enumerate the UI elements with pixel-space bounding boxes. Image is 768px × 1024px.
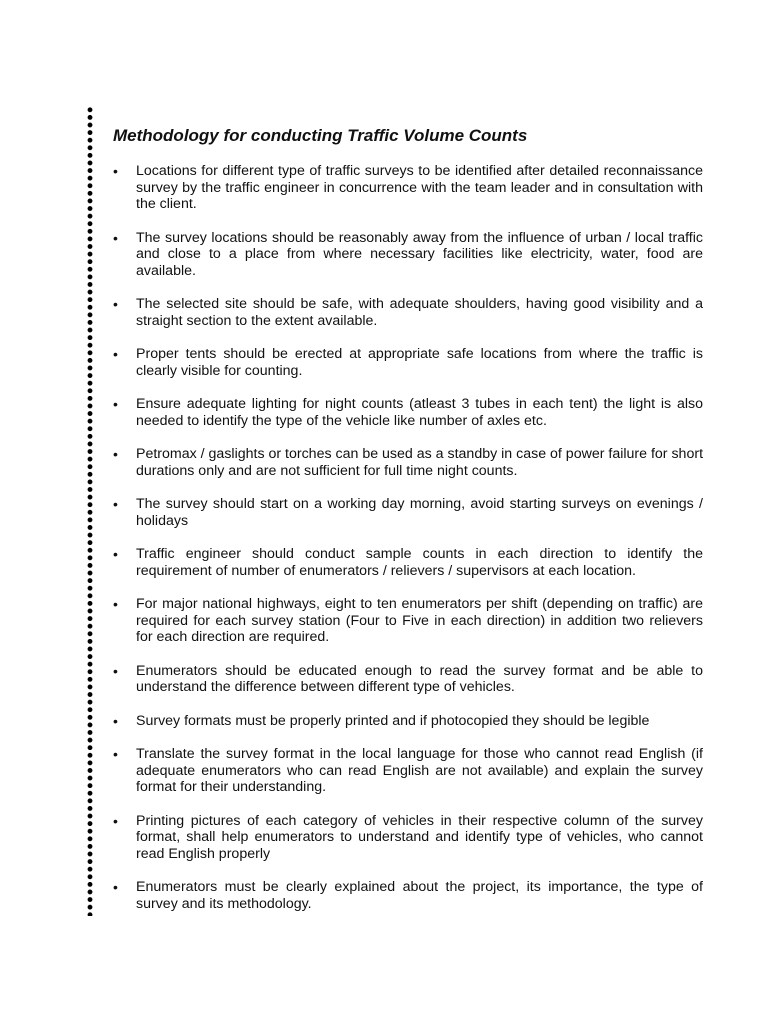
list-item-text: Petromax / gaslights or torches can be used as a standby in case of power failure for short durations only and are not sufficient for full time night counts. xyxy=(136,446,704,479)
list-item-text: Translate the survey format in the local language for those who cannot read English (if adequate enumerators who can read English are not available) and explain the survey format for their understanding. xyxy=(136,746,703,796)
list-item xyxy=(113,163,703,213)
bullet-icon: • xyxy=(113,496,118,513)
bullet-icon: • xyxy=(113,296,118,313)
list-item xyxy=(113,230,703,280)
list-item-text: Printing pictures of each category of vehicles in their respective column of the survey format, shall help enumerators to understand and identify type of vehicles, who cannot read English properly xyxy=(136,812,703,862)
list-item xyxy=(113,446,703,479)
list-item xyxy=(113,813,703,863)
list-item xyxy=(113,663,703,696)
bullet-icon: • xyxy=(113,596,118,613)
list-item xyxy=(113,496,703,529)
list-item xyxy=(113,879,703,912)
list-item-text: Ensure adequate lighting for night counts (atleast 3 tubes in each tent) the light is also needed to identify the type of the vehicle like number of axles etc. xyxy=(136,396,703,429)
bullet-icon: • xyxy=(113,812,118,829)
bullet-icon: • xyxy=(113,546,118,563)
page-title: Methodology for conducting Traffic Volume Counts xyxy=(113,126,528,145)
list-item xyxy=(113,713,703,730)
bullet-icon: • xyxy=(113,746,118,763)
list-item-text: Survey formats must be properly printed and if photocopied they should be legible xyxy=(136,712,650,729)
list-item xyxy=(113,296,703,329)
list-item xyxy=(113,346,703,379)
list-item-text: Proper tents should be erected at appropriate safe locations from where the traffic is clearly visible for counting. xyxy=(136,346,703,379)
list-item-text: The survey should start on a working day morning, avoid starting surveys on evenings / holidays xyxy=(136,496,703,529)
list-item xyxy=(113,596,703,646)
list-item-text: For major national highways, eight to ten enumerators per shift (depending on traffic) are required for each survey station (Four to Five in each direction) in addition two relievers for each direction are required. xyxy=(136,596,703,646)
list-item xyxy=(113,746,703,796)
list-item-text: The survey locations should be reasonably away from the influence of urban / local traffic and close to a place from where necessary facilities like electricity, water, food are available. xyxy=(136,229,703,279)
list-item xyxy=(113,546,703,579)
bullet-list xyxy=(113,163,703,929)
bullet-icon: • xyxy=(113,879,118,896)
bullet-icon: • xyxy=(113,346,118,363)
list-item xyxy=(113,396,703,429)
bullet-icon: • xyxy=(113,396,118,413)
bullet-icon: • xyxy=(113,712,118,729)
list-item-text: Locations for different type of traffic surveys to be identified after detailed reconnaissance survey by the traffic engineer in concurrence with the team leader and in consultation with the client. xyxy=(136,163,703,213)
dotted-margin-border xyxy=(87,106,93,916)
bullet-icon: • xyxy=(113,446,118,463)
bullet-icon: • xyxy=(113,229,118,246)
list-item-text: Enumerators should be educated enough to read the survey format and be able to understand the difference between different type of vehicles. xyxy=(136,662,703,696)
bullet-icon: • xyxy=(113,662,118,679)
bullet-icon: • xyxy=(113,163,118,179)
list-item-text: Traffic engineer should conduct sample counts in each direction to identify the requirement of number of enumerators / relievers / supervisors at each location. xyxy=(136,546,703,579)
list-item-text: The selected site should be safe, with adequate shoulders, having good visibility and a straight section to the extent available. xyxy=(136,296,703,329)
list-item-text: Enumerators must be clearly explained about the project, its importance, the type of survey and its methodology. xyxy=(136,879,703,912)
